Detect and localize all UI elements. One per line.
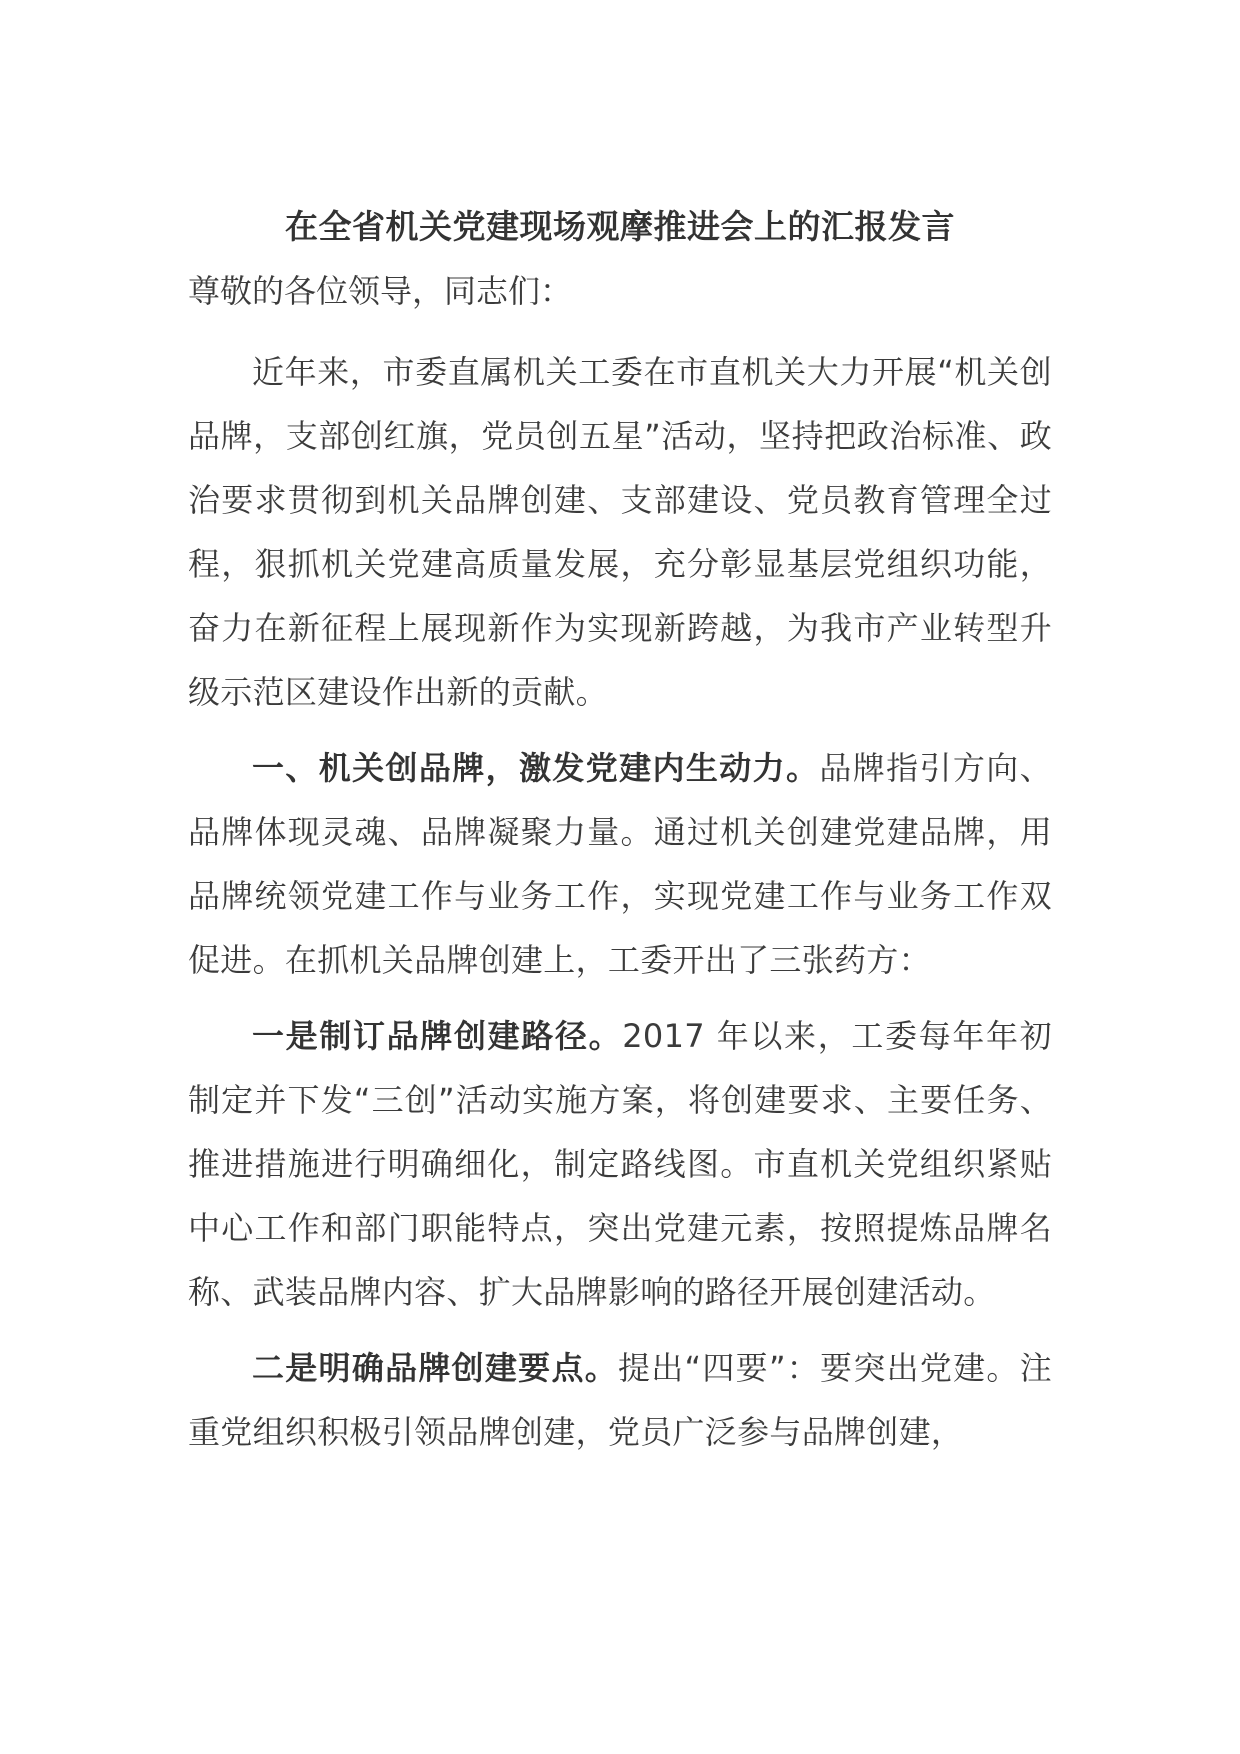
paragraph-lead: 二是明确品牌创建要点。 [252, 1349, 618, 1387]
paragraph-point-two [188, 1336, 1052, 1464]
paragraph-intro [188, 340, 1052, 724]
salutation: 尊敬的各位领导，同志们： [188, 272, 573, 310]
paragraph-lead: 一、机关创品牌，激发党建内生动力。 [252, 749, 820, 787]
document-title: 在全省机关党建现场观摩推进会上的汇报发言 [285, 207, 955, 246]
paragraph-point-one [188, 1004, 1052, 1324]
document-body [188, 205, 1052, 1476]
paragraph-text: 2017 年以来，工委每年年初制定并下发“三创”活动实施方案，将创建要求、主要任务、推进措施进行明确细化，制定路线图。市直机关党组织紧贴中心工作和部门职能特点，突出党建元素，按照提炼品牌名称、武装品牌内容、扩大品牌影响的路径开展创建活动。 [188, 1017, 1052, 1311]
paragraph-lead: 一是制订品牌创建路径。 [252, 1017, 623, 1055]
paragraph-section-one [188, 736, 1052, 992]
paragraph-text: 近年来，市委直属机关工委在市直机关大力开展“机关创品牌，支部创红旗，党员创五星”活动，坚持把政治标准、政治要求贯彻到机关品牌创建、支部建设、党员教育管理全过程，狠抓机关党建高质量发展，充分彰显基层党组织功能，奋力在新征程上展现新作为实现新跨越，为我市产业转型升级示范区建设作出新的贡献。 [188, 353, 1052, 711]
paragraph-text: 提出“四要”：要突出党建。注重党组织积极引领品牌创建，党员广泛参与品牌创建， [188, 1349, 1052, 1451]
paragraph-text: 品牌指引方向、品牌体现灵魂、品牌凝聚力量。通过机关创建党建品牌，用品牌统领党建工作与业务工作，实现党建工作与业务工作双促进。在抓机关品牌创建上，工委开出了三张药方： [188, 749, 1052, 979]
